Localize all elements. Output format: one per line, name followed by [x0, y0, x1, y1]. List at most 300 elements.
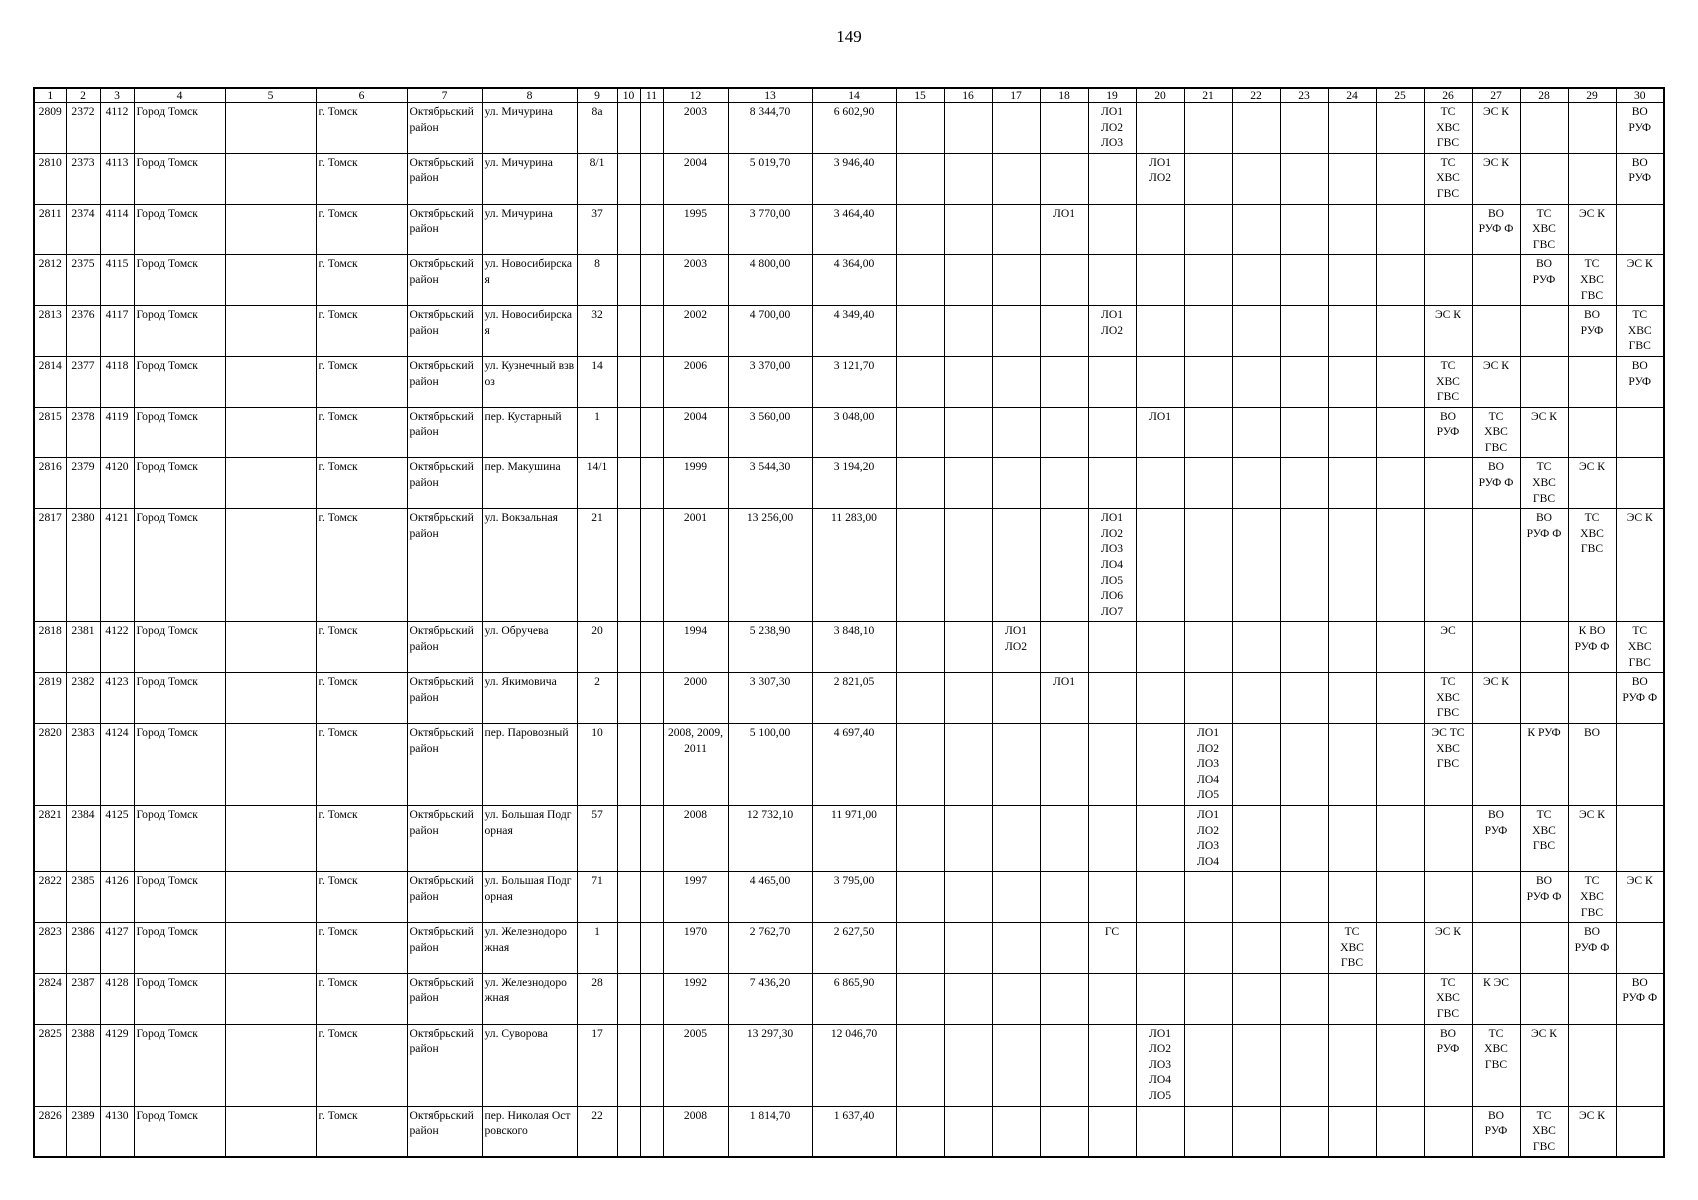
col-15-cell	[896, 673, 944, 724]
col-21-cell	[1184, 923, 1232, 974]
col-23-cell	[1280, 1024, 1328, 1106]
build-year-cell: 2003	[663, 103, 728, 154]
locality-cell: г. Томск	[316, 1106, 407, 1157]
column-header-25: 25	[1376, 88, 1424, 103]
col-22-cell	[1232, 805, 1280, 871]
table-row	[34, 1024, 1664, 1106]
col-19-cell: ГС	[1088, 923, 1136, 974]
col-19-cell	[1088, 723, 1136, 805]
street-cell: ул. Железнодорожная	[482, 973, 577, 1024]
col-20-cell	[1136, 622, 1184, 673]
table-row	[34, 973, 1664, 1024]
street-cell: ул. Большая Подгорная	[482, 805, 577, 871]
house-number-cell: 37	[577, 204, 617, 255]
building-id-cell: 4124	[100, 723, 134, 805]
house-number-cell: 1	[577, 407, 617, 458]
district-cell: Октябрьский район	[407, 458, 482, 509]
col-18-cell	[1040, 723, 1088, 805]
building-id-cell: 4115	[100, 255, 134, 306]
house-number-cell: 28	[577, 973, 617, 1024]
col-18-cell	[1040, 458, 1088, 509]
col-10-cell	[617, 923, 640, 974]
col-19-cell	[1088, 255, 1136, 306]
col-27-cell	[1472, 509, 1520, 622]
col-29-cell	[1568, 673, 1616, 724]
total-area-cell: 5 100,00	[728, 723, 812, 805]
district-cell: Октябрьский район	[407, 673, 482, 724]
col-27-cell	[1472, 622, 1520, 673]
col-11-cell	[640, 622, 663, 673]
living-area-cell: 1 637,40	[812, 1106, 896, 1157]
record-number-cell: 2378	[66, 407, 100, 458]
locality-cell: г. Томск	[316, 723, 407, 805]
col-30-cell	[1616, 723, 1664, 805]
col-5-cell	[225, 805, 316, 871]
col-25-cell	[1376, 509, 1424, 622]
column-header-27: 27	[1472, 88, 1520, 103]
street-cell: ул. Мичурина	[482, 204, 577, 255]
col-25-cell	[1376, 306, 1424, 357]
col-16-cell	[944, 306, 992, 357]
col-10-cell	[617, 255, 640, 306]
col-27-cell: ЭС К	[1472, 356, 1520, 407]
record-number-cell: 2382	[66, 673, 100, 724]
col-30-cell: ТС ХВС ГВС	[1616, 306, 1664, 357]
col-21-cell	[1184, 872, 1232, 923]
row-number-cell: 2821	[34, 805, 66, 871]
col-30-cell	[1616, 1106, 1664, 1157]
housing-registry-table	[33, 87, 1665, 1158]
col-22-cell	[1232, 973, 1280, 1024]
col-24-cell	[1328, 407, 1376, 458]
column-header-1: 1	[34, 88, 66, 103]
col-26-cell: ЭС	[1424, 622, 1472, 673]
col-19-cell	[1088, 407, 1136, 458]
living-area-cell: 3 048,00	[812, 407, 896, 458]
district-cell: Октябрьский район	[407, 622, 482, 673]
col-5-cell	[225, 509, 316, 622]
col-21-cell	[1184, 458, 1232, 509]
col-16-cell	[944, 153, 992, 204]
municipality-cell: Город Томск	[134, 1106, 225, 1157]
col-11-cell	[640, 103, 663, 154]
street-cell: ул. Суворова	[482, 1024, 577, 1106]
street-cell: пер. Паровозный	[482, 723, 577, 805]
col-22-cell	[1232, 306, 1280, 357]
row-number-cell: 2813	[34, 306, 66, 357]
col-28-cell: ВО РУФ Ф	[1520, 872, 1568, 923]
record-number-cell: 2383	[66, 723, 100, 805]
col-16-cell	[944, 622, 992, 673]
page-number: 149	[836, 27, 862, 46]
col-15-cell	[896, 407, 944, 458]
street-cell: пер. Макушина	[482, 458, 577, 509]
table-row	[34, 723, 1664, 805]
col-26-cell: ТС ХВС ГВС	[1424, 153, 1472, 204]
street-cell: ул. Вокзальная	[482, 509, 577, 622]
municipality-cell: Город Томск	[134, 458, 225, 509]
col-22-cell	[1232, 153, 1280, 204]
col-15-cell	[896, 458, 944, 509]
col-19-cell	[1088, 805, 1136, 871]
col-19-cell	[1088, 872, 1136, 923]
record-number-cell: 2381	[66, 622, 100, 673]
col-17-cell	[992, 204, 1040, 255]
municipality-cell: Город Томск	[134, 204, 225, 255]
col-17-cell	[992, 973, 1040, 1024]
locality-cell: г. Томск	[316, 673, 407, 724]
col-19-cell: ЛО1 ЛО2 ЛО3 ЛО4 ЛО5 ЛО6 ЛО7	[1088, 509, 1136, 622]
build-year-cell: 1997	[663, 872, 728, 923]
district-cell: Октябрьский район	[407, 1106, 482, 1157]
col-19-cell	[1088, 622, 1136, 673]
col-30-cell: ВО РУФ	[1616, 103, 1664, 154]
building-id-cell: 4121	[100, 509, 134, 622]
col-21-cell: ЛО1 ЛО2 ЛО3 ЛО4	[1184, 805, 1232, 871]
col-27-cell: ТС ХВС ГВС	[1472, 407, 1520, 458]
col-29-cell: ЭС К	[1568, 805, 1616, 871]
street-cell: пер. Николая Островского	[482, 1106, 577, 1157]
locality-cell: г. Томск	[316, 805, 407, 871]
column-header-29: 29	[1568, 88, 1616, 103]
col-10-cell	[617, 204, 640, 255]
build-year-cell: 1995	[663, 204, 728, 255]
street-cell: ул. Мичурина	[482, 103, 577, 154]
total-area-cell: 13 297,30	[728, 1024, 812, 1106]
municipality-cell: Город Томск	[134, 973, 225, 1024]
locality-cell: г. Томск	[316, 973, 407, 1024]
col-25-cell	[1376, 872, 1424, 923]
col-25-cell	[1376, 622, 1424, 673]
col-24-cell	[1328, 973, 1376, 1024]
col-10-cell	[617, 153, 640, 204]
col-24-cell	[1328, 723, 1376, 805]
total-area-cell: 13 256,00	[728, 509, 812, 622]
col-30-cell: ТС ХВС ГВС	[1616, 622, 1664, 673]
table-row	[34, 356, 1664, 407]
locality-cell: г. Томск	[316, 872, 407, 923]
row-number-cell: 2810	[34, 153, 66, 204]
col-18-cell: ЛО1	[1040, 673, 1088, 724]
locality-cell: г. Томск	[316, 458, 407, 509]
district-cell: Октябрьский район	[407, 872, 482, 923]
municipality-cell: Город Томск	[134, 805, 225, 871]
col-28-cell	[1520, 103, 1568, 154]
living-area-cell: 3 121,70	[812, 356, 896, 407]
col-30-cell	[1616, 407, 1664, 458]
col-24-cell	[1328, 872, 1376, 923]
locality-cell: г. Томск	[316, 255, 407, 306]
building-id-cell: 4122	[100, 622, 134, 673]
col-23-cell	[1280, 204, 1328, 255]
col-26-cell	[1424, 872, 1472, 923]
col-21-cell	[1184, 153, 1232, 204]
col-28-cell: К РУФ	[1520, 723, 1568, 805]
col-16-cell	[944, 1106, 992, 1157]
column-header-15: 15	[896, 88, 944, 103]
col-17-cell	[992, 805, 1040, 871]
col-23-cell	[1280, 458, 1328, 509]
col-22-cell	[1232, 923, 1280, 974]
col-5-cell	[225, 153, 316, 204]
col-10-cell	[617, 1024, 640, 1106]
build-year-cell: 2000	[663, 673, 728, 724]
col-30-cell: ВО РУФ Ф	[1616, 673, 1664, 724]
locality-cell: г. Томск	[316, 103, 407, 154]
col-5-cell	[225, 306, 316, 357]
col-10-cell	[617, 306, 640, 357]
total-area-cell: 4 700,00	[728, 306, 812, 357]
col-28-cell: ТС ХВС ГВС	[1520, 204, 1568, 255]
col-18-cell	[1040, 153, 1088, 204]
col-24-cell	[1328, 204, 1376, 255]
living-area-cell: 11 283,00	[812, 509, 896, 622]
table-row	[34, 306, 1664, 357]
col-10-cell	[617, 458, 640, 509]
living-area-cell: 11 971,00	[812, 805, 896, 871]
building-id-cell: 4120	[100, 458, 134, 509]
col-17-cell	[992, 356, 1040, 407]
row-number-cell: 2815	[34, 407, 66, 458]
house-number-cell: 8/1	[577, 153, 617, 204]
record-number-cell: 2377	[66, 356, 100, 407]
column-header-16: 16	[944, 88, 992, 103]
col-28-cell: ЭС К	[1520, 1024, 1568, 1106]
total-area-cell: 4 800,00	[728, 255, 812, 306]
col-25-cell	[1376, 723, 1424, 805]
table-row	[34, 509, 1664, 622]
col-17-cell	[992, 1106, 1040, 1157]
col-20-cell	[1136, 103, 1184, 154]
col-5-cell	[225, 458, 316, 509]
column-header-18: 18	[1040, 88, 1088, 103]
district-cell: Октябрьский район	[407, 805, 482, 871]
municipality-cell: Город Томск	[134, 622, 225, 673]
municipality-cell: Город Томск	[134, 255, 225, 306]
col-23-cell	[1280, 622, 1328, 673]
col-28-cell	[1520, 622, 1568, 673]
col-16-cell	[944, 923, 992, 974]
district-cell: Октябрьский район	[407, 407, 482, 458]
house-number-cell: 32	[577, 306, 617, 357]
table-row	[34, 153, 1664, 204]
col-11-cell	[640, 673, 663, 724]
col-15-cell	[896, 1106, 944, 1157]
col-24-cell	[1328, 356, 1376, 407]
house-number-cell: 21	[577, 509, 617, 622]
col-18-cell: ЛО1	[1040, 204, 1088, 255]
total-area-cell: 3 560,00	[728, 407, 812, 458]
district-cell: Октябрьский район	[407, 204, 482, 255]
col-22-cell	[1232, 622, 1280, 673]
col-17-cell	[992, 872, 1040, 923]
column-header-28: 28	[1520, 88, 1568, 103]
col-19-cell	[1088, 356, 1136, 407]
column-header-9: 9	[577, 88, 617, 103]
col-29-cell: ТС ХВС ГВС	[1568, 872, 1616, 923]
col-21-cell	[1184, 622, 1232, 673]
col-17-cell	[992, 153, 1040, 204]
col-27-cell	[1472, 923, 1520, 974]
col-15-cell	[896, 255, 944, 306]
col-10-cell	[617, 973, 640, 1024]
house-number-cell: 14	[577, 356, 617, 407]
col-26-cell: ТС ХВС ГВС	[1424, 356, 1472, 407]
col-28-cell: ЭС К	[1520, 407, 1568, 458]
col-11-cell	[640, 306, 663, 357]
living-area-cell: 6 602,90	[812, 103, 896, 154]
locality-cell: г. Томск	[316, 923, 407, 974]
column-header-4: 4	[134, 88, 225, 103]
col-21-cell	[1184, 103, 1232, 154]
col-15-cell	[896, 923, 944, 974]
col-23-cell	[1280, 723, 1328, 805]
municipality-cell: Город Томск	[134, 306, 225, 357]
col-25-cell	[1376, 356, 1424, 407]
col-21-cell	[1184, 673, 1232, 724]
col-17-cell: ЛО1 ЛО2	[992, 622, 1040, 673]
col-26-cell: ТС ХВС ГВС	[1424, 973, 1472, 1024]
col-18-cell	[1040, 509, 1088, 622]
street-cell: ул. Новосибирская	[482, 306, 577, 357]
total-area-cell: 7 436,20	[728, 973, 812, 1024]
col-15-cell	[896, 356, 944, 407]
col-18-cell	[1040, 356, 1088, 407]
col-21-cell	[1184, 407, 1232, 458]
row-number-cell: 2820	[34, 723, 66, 805]
col-24-cell	[1328, 673, 1376, 724]
building-id-cell: 4123	[100, 673, 134, 724]
column-header-21: 21	[1184, 88, 1232, 103]
col-29-cell: ЭС К	[1568, 1106, 1616, 1157]
col-25-cell	[1376, 923, 1424, 974]
district-cell: Октябрьский район	[407, 306, 482, 357]
col-11-cell	[640, 458, 663, 509]
living-area-cell: 3 848,10	[812, 622, 896, 673]
col-23-cell	[1280, 356, 1328, 407]
col-25-cell	[1376, 204, 1424, 255]
record-number-cell: 2389	[66, 1106, 100, 1157]
table-row	[34, 407, 1664, 458]
col-27-cell	[1472, 255, 1520, 306]
build-year-cell: 2004	[663, 407, 728, 458]
column-header-26: 26	[1424, 88, 1472, 103]
col-16-cell	[944, 458, 992, 509]
table-row	[34, 204, 1664, 255]
column-header-30: 30	[1616, 88, 1664, 103]
row-number-cell: 2824	[34, 973, 66, 1024]
col-26-cell	[1424, 1106, 1472, 1157]
house-number-cell: 10	[577, 723, 617, 805]
col-26-cell	[1424, 204, 1472, 255]
row-number-cell: 2819	[34, 673, 66, 724]
col-11-cell	[640, 356, 663, 407]
col-22-cell	[1232, 356, 1280, 407]
col-11-cell	[640, 255, 663, 306]
column-number-header-row	[34, 88, 1664, 103]
col-16-cell	[944, 255, 992, 306]
building-id-cell: 4113	[100, 153, 134, 204]
building-id-cell: 4129	[100, 1024, 134, 1106]
column-header-2: 2	[66, 88, 100, 103]
col-24-cell	[1328, 103, 1376, 154]
col-15-cell	[896, 306, 944, 357]
record-number-cell: 2388	[66, 1024, 100, 1106]
col-28-cell: ВО РУФ Ф	[1520, 509, 1568, 622]
build-year-cell: 1994	[663, 622, 728, 673]
col-15-cell	[896, 153, 944, 204]
living-area-cell: 6 865,90	[812, 973, 896, 1024]
col-30-cell: ЭС К	[1616, 509, 1664, 622]
col-23-cell	[1280, 153, 1328, 204]
col-16-cell	[944, 204, 992, 255]
living-area-cell: 3 464,40	[812, 204, 896, 255]
col-20-cell	[1136, 458, 1184, 509]
col-26-cell: ЭС К	[1424, 306, 1472, 357]
col-15-cell	[896, 805, 944, 871]
col-25-cell	[1376, 458, 1424, 509]
col-26-cell: ТС ХВС ГВС	[1424, 103, 1472, 154]
col-29-cell	[1568, 356, 1616, 407]
col-30-cell	[1616, 923, 1664, 974]
col-5-cell	[225, 973, 316, 1024]
column-header-6: 6	[316, 88, 407, 103]
building-id-cell: 4128	[100, 973, 134, 1024]
house-number-cell: 8а	[577, 103, 617, 154]
locality-cell: г. Томск	[316, 509, 407, 622]
total-area-cell: 5 238,90	[728, 622, 812, 673]
column-header-10: 10	[617, 88, 640, 103]
col-22-cell	[1232, 103, 1280, 154]
col-28-cell: ТС ХВС ГВС	[1520, 458, 1568, 509]
col-16-cell	[944, 872, 992, 923]
col-25-cell	[1376, 805, 1424, 871]
col-16-cell	[944, 805, 992, 871]
col-25-cell	[1376, 973, 1424, 1024]
col-18-cell	[1040, 805, 1088, 871]
total-area-cell: 8 344,70	[728, 103, 812, 154]
col-10-cell	[617, 1106, 640, 1157]
table-row	[34, 622, 1664, 673]
house-number-cell: 57	[577, 805, 617, 871]
col-29-cell: ВО	[1568, 723, 1616, 805]
col-16-cell	[944, 407, 992, 458]
col-30-cell	[1616, 204, 1664, 255]
district-cell: Октябрьский район	[407, 923, 482, 974]
col-21-cell	[1184, 204, 1232, 255]
col-17-cell	[992, 723, 1040, 805]
col-28-cell	[1520, 923, 1568, 974]
column-header-14: 14	[812, 88, 896, 103]
col-20-cell: ЛО1	[1136, 407, 1184, 458]
col-11-cell	[640, 1024, 663, 1106]
col-11-cell	[640, 1106, 663, 1157]
col-17-cell	[992, 923, 1040, 974]
municipality-cell: Город Томск	[134, 356, 225, 407]
living-area-cell: 4 349,40	[812, 306, 896, 357]
living-area-cell: 3 946,40	[812, 153, 896, 204]
col-27-cell	[1472, 306, 1520, 357]
building-id-cell: 4118	[100, 356, 134, 407]
district-cell: Октябрьский район	[407, 509, 482, 622]
municipality-cell: Город Томск	[134, 923, 225, 974]
col-20-cell	[1136, 973, 1184, 1024]
col-24-cell	[1328, 255, 1376, 306]
col-29-cell: ВО РУФ	[1568, 306, 1616, 357]
locality-cell: г. Томск	[316, 204, 407, 255]
municipality-cell: Город Томск	[134, 1024, 225, 1106]
record-number-cell: 2385	[66, 872, 100, 923]
